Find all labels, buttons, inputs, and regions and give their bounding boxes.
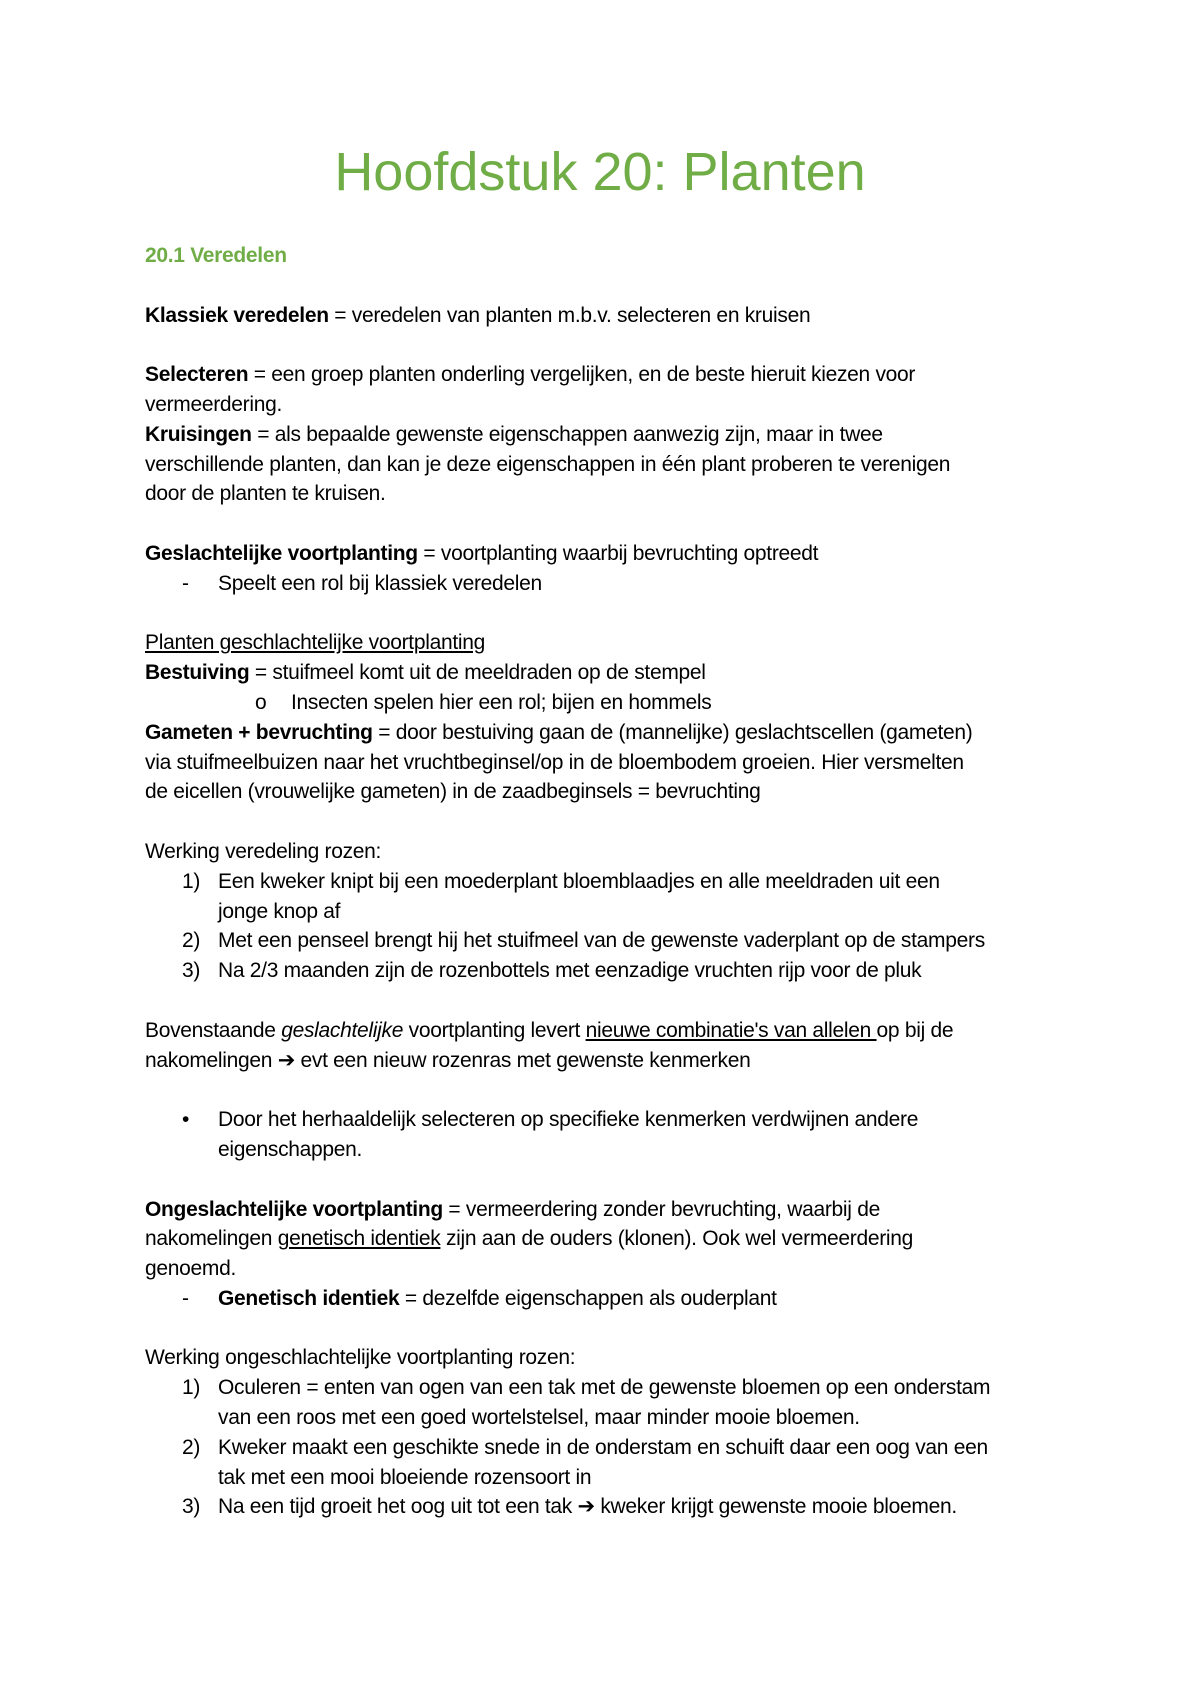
list-item-cont: jonge knop af [218, 899, 341, 923]
dash-marker: - [182, 571, 189, 595]
werking-rozen-heading: Werking veredeling rozen: [145, 839, 382, 863]
selecteren-definition: Selecteren = een groep planten onderling vergelijken, en de beste hieruit kiezen voor [145, 363, 916, 387]
ongeslachtelijk-definition-cont: genoemd. [145, 1257, 237, 1281]
document-body [145, 241, 1075, 1522]
arrow-right-icon: ➔ [277, 1048, 295, 1072]
list-item: 2) Kweker maakt een geschikte snede in de onderstam en schuift daar een oog van een [182, 1435, 988, 1459]
bestuiving-definition: Bestuiving = stuifmeel komt uit de meeldraden op de stempel [145, 661, 706, 685]
bullet-marker: • [182, 1108, 190, 1132]
section-heading: 20.1 Veredelen [145, 244, 287, 267]
page-title: Hoofdstuk 20: Planten [334, 142, 866, 202]
list-item: 3) Na 2/3 maanden zijn de rozenbottels met eenzadige vruchten rijp voor de pluk [182, 959, 922, 983]
list-item: • Door het herhaaldelijk selecteren op specifieke kenmerken verdwijnen andere [145, 1105, 1075, 1135]
werking-ongeslachtelijk-heading: Werking ongeschlachtelijke voortplanting rozen: [145, 1346, 576, 1370]
list-item-cont: tak met een mooi bloeiende rozensoort in [218, 1465, 592, 1489]
gameten-definition: Gameten + bevruchting = door bestuiving gaan de (mannelijke) geslachtscellen (gameten) [145, 720, 973, 744]
kruisingen-definition-cont: verschillende planten, dan kan je deze eigenschappen in één plant proberen te verenigen [145, 452, 951, 476]
gameten-definition-cont: de eicellen (vrouwelijke gameten) in de zaadbeginsels = bevruchting [145, 780, 761, 804]
list-item: 1) Een kweker knipt bij een moederplant bloemblaadjes en alle meeldraden uit een [182, 869, 940, 893]
circle-marker: o [255, 690, 267, 714]
list-item: 2) Met een penseel brengt hij het stuifmeel van de gewenste vaderplant op de stampers [182, 929, 985, 953]
dash-marker: - [182, 1286, 189, 1310]
list-item-cont: eigenschappen. [218, 1137, 363, 1161]
list-item-cont: van een roos met een goed wortelstelsel, maar minder mooie bloemen. [218, 1406, 860, 1430]
list-item: o Insecten spelen hier een rol; bijen en hommels [145, 688, 1075, 718]
list-item: 3) Na een tijd groeit het oog uit tot een tak ➔ kweker krijgt gewenste mooie bloemen. [182, 1495, 957, 1519]
arrow-right-icon: ➔ [577, 1495, 595, 1519]
subheading-planten: Planten geschlachtelijke voortplanting [145, 631, 485, 655]
selecteren-definition-cont: vermeerdering. [145, 392, 283, 416]
ongeslachtelijk-definition-cont: nakomelingen genetisch identiek zijn aan de ouders (klonen). Ook wel vermeerdering [145, 1227, 914, 1251]
geslachtelijk-definition: Geslachtelijke voortplanting = voortplanting waarbij bevruchting optreedt [145, 541, 819, 565]
gameten-definition-cont: via stuifmeelbuizen naar het vruchtbeginsel/op in de bloembodem groeien. Hier versmelten [145, 750, 964, 774]
kruisingen-definition: Kruisingen = als bepaalde gewenste eigenschappen aanwezig zijn, maar in twee [145, 422, 883, 446]
bovenstaande-paragraph: Bovenstaande geslachtelijke voortplanting levert nieuwe combinatie's van allelen op bij de [145, 1018, 954, 1042]
ongeslachtelijk-definition: Ongeslachtelijke voortplanting = vermeerdering zonder bevruchting, waarbij de [145, 1197, 880, 1221]
bovenstaande-paragraph-cont: nakomelingen ➔ evt een nieuw rozenras met gewenste kenmerken [145, 1048, 751, 1072]
klassiek-definition: Klassiek veredelen = veredelen van planten m.b.v. selecteren en kruisen [145, 303, 811, 327]
kruisingen-definition-cont: door de planten te kruisen. [145, 482, 386, 506]
list-item: - Genetisch identiek = dezelfde eigenschappen als ouderplant [145, 1284, 1075, 1314]
list-item: - Speelt een rol bij klassiek veredelen [145, 569, 1075, 599]
list-item: 1) Oculeren = enten van ogen van een tak met de gewenste bloemen op een onderstam [182, 1376, 991, 1400]
